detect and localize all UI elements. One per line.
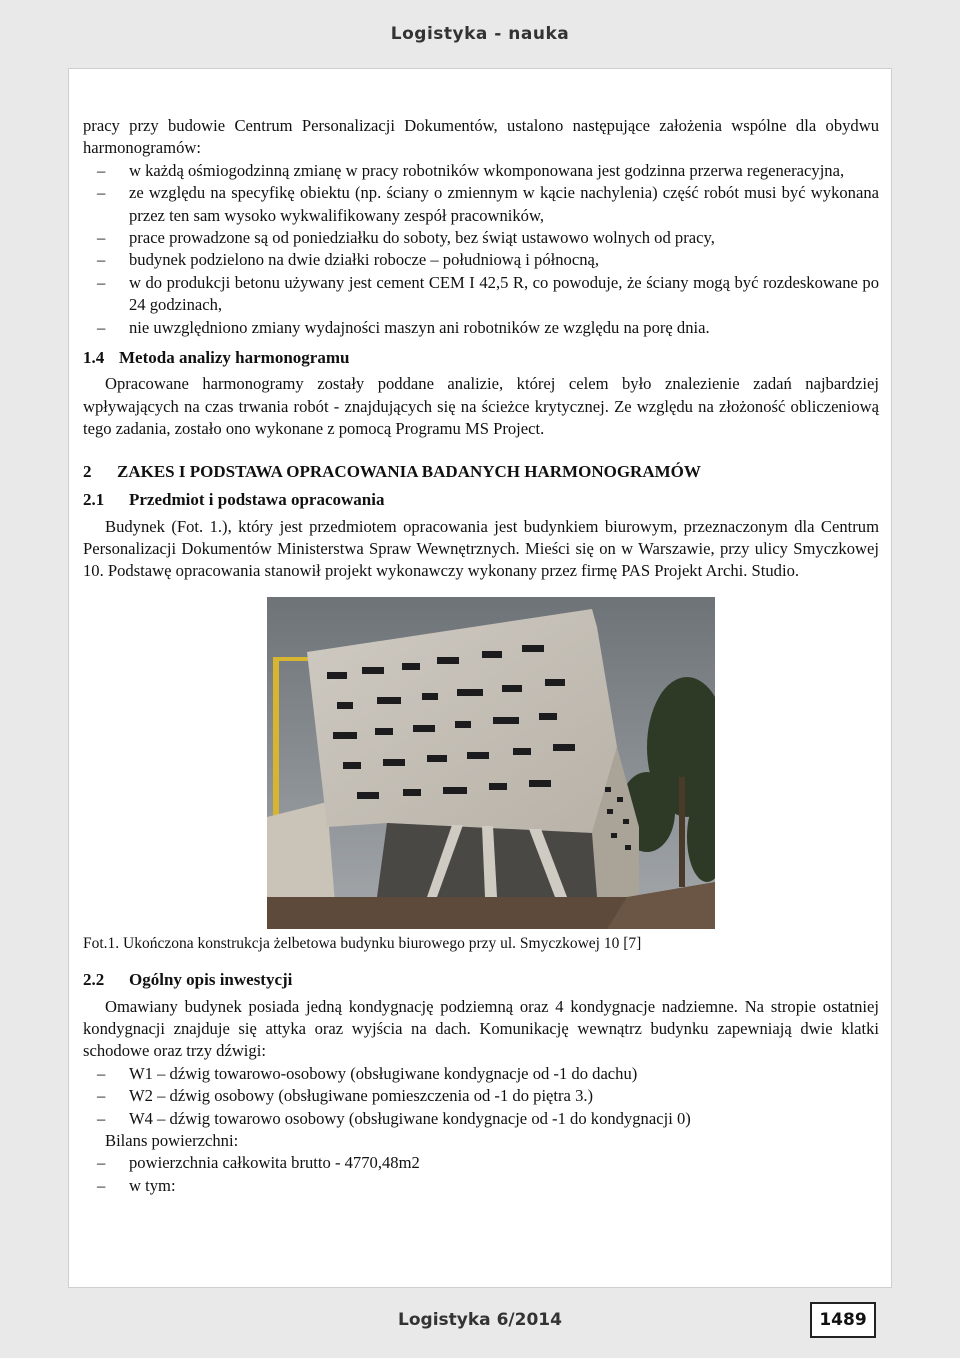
list-item: – w do produkcji betonu używany jest cement CEM I 42,5 R, co powoduje, że ściany mogą być rozdeskowane po 24 godzinach, [97, 272, 879, 315]
paragraph-2-2: Omawiany budynek posiada jedną kondygnację podziemną oraz 4 kondygnacje nadziemne. Na stropie ostatniej kondygnacji znajduje się attyka oraz wyjścia na dach. Komunikację wewnątrz budynku zapewniają dwie klatki schodowe oraz trzy dźwigi: [83, 996, 879, 1061]
paragraph-1-4: Opracowane harmonogramy zostały poddane analizie, której celem było znalezienie zadań najbardziej wpływających na czas trwania robót - znajdujących się na ścieżce krytycznej. Ze względu na złożoność obliczeniową tego zadania, zostało ono wykonane z pomocą Programu MS Project. [83, 374, 879, 439]
list-item: – w tym: [83, 1175, 879, 1197]
intro-paragraph: pracy przy budowie Centrum Personalizacji Dokumentów, ustalono następujące założenia wspólne dla obydwu harmonogramów: [83, 116, 879, 158]
dash-bullet-icon: – [97, 183, 106, 203]
dash-bullet-icon: – [97, 317, 106, 337]
list-item: – powierzchnia całkowita brutto - 4770,48m2 [83, 1152, 879, 1174]
list-item: – W1 – dźwig towarowo-osobowy (obsługiwane kondygnacje od -1 do dachu) [83, 1063, 879, 1085]
page-sheet [68, 68, 892, 1288]
dash-bullet-icon: – [97, 1175, 106, 1195]
assumptions-list [83, 160, 879, 339]
list-item: – w każdą ośmiogodzinną zmianę w pracy robotników wkomponowana jest godzinna przerwa regeneracyjna, [83, 160, 879, 182]
building-photo [267, 597, 715, 929]
dash-bullet-icon: – [97, 160, 106, 180]
dash-bullet-icon: – [97, 1153, 106, 1173]
heading-1-4: 1.4 Metoda analizy harmonogramu [83, 348, 350, 368]
dash-bullet-icon: – [97, 272, 106, 292]
heading-2: 2 ZAKES I PODSTAWA OPRACOWANIA BADANYCH HARMONOGRAMÓW [83, 461, 701, 481]
figure-caption: Fot.1. Ukończona konstrukcja żelbetowa budynku biurowego przy ul. Smyczkowej 10 [7] [83, 934, 642, 952]
running-header: Logistyka - nauka [390, 24, 570, 44]
journal-footer: Logistyka 6/2014 [398, 1310, 562, 1330]
dash-bullet-icon: – [97, 1086, 106, 1106]
list-item: – prace prowadzone są od poniedziałku do soboty, bez świąt ustawowo wolnych od pracy, [83, 227, 879, 249]
dash-bullet-icon: – [97, 1063, 106, 1083]
heading-2-1: 2.1 Przedmiot i podstawa opracowania [83, 490, 385, 510]
balance-label: Bilans powierzchni: [105, 1130, 239, 1150]
balance-list [83, 1152, 879, 1197]
page-number-box: 1489 [810, 1302, 876, 1338]
heading-2-2: 2.2 Ogólny opis inwestycji [83, 970, 293, 990]
list-item: – budynek podzielono na dwie działki robocze – południową i północną, [83, 249, 879, 271]
list-item: – ze względu na specyfikę obiektu (np. ściany o zmiennym w kącie nachylenia) część robót musi być wykonana przez ten sam wysoko wykwalifikowany zespół pracowników, [97, 183, 879, 225]
article-body [83, 115, 879, 1197]
dash-bullet-icon: – [97, 1108, 106, 1128]
list-item: – W2 – dźwig osobowy (obsługiwane pomieszczenia od -1 do piętra 3.) [83, 1085, 879, 1107]
paragraph-2-1: Budynek (Fot. 1.), który jest przedmiotem opracowania jest budynkiem biurowym, przeznaczonym dla Centrum Personalizacji Dokumentów Ministerstwa Spraw Wewnętrznych. Mieści się on w Warszawie, przy ulicy Smyczkowej 10. Podstawę opracowania stanowił projekt wykonawczy wykonany przez firmę PAS Projekt Archi. Studio. [83, 516, 879, 581]
dash-bullet-icon: – [97, 228, 106, 248]
list-item: – nie uwzględniono zmiany wydajności maszyn ani robotników ze względu na porę dnia. [83, 317, 879, 339]
lifts-list [83, 1063, 879, 1130]
list-item: – W4 – dźwig towarowo osobowy (obsługiwane kondygnacje od -1 do kondygnacji 0) [83, 1108, 879, 1130]
dash-bullet-icon: – [97, 250, 106, 270]
